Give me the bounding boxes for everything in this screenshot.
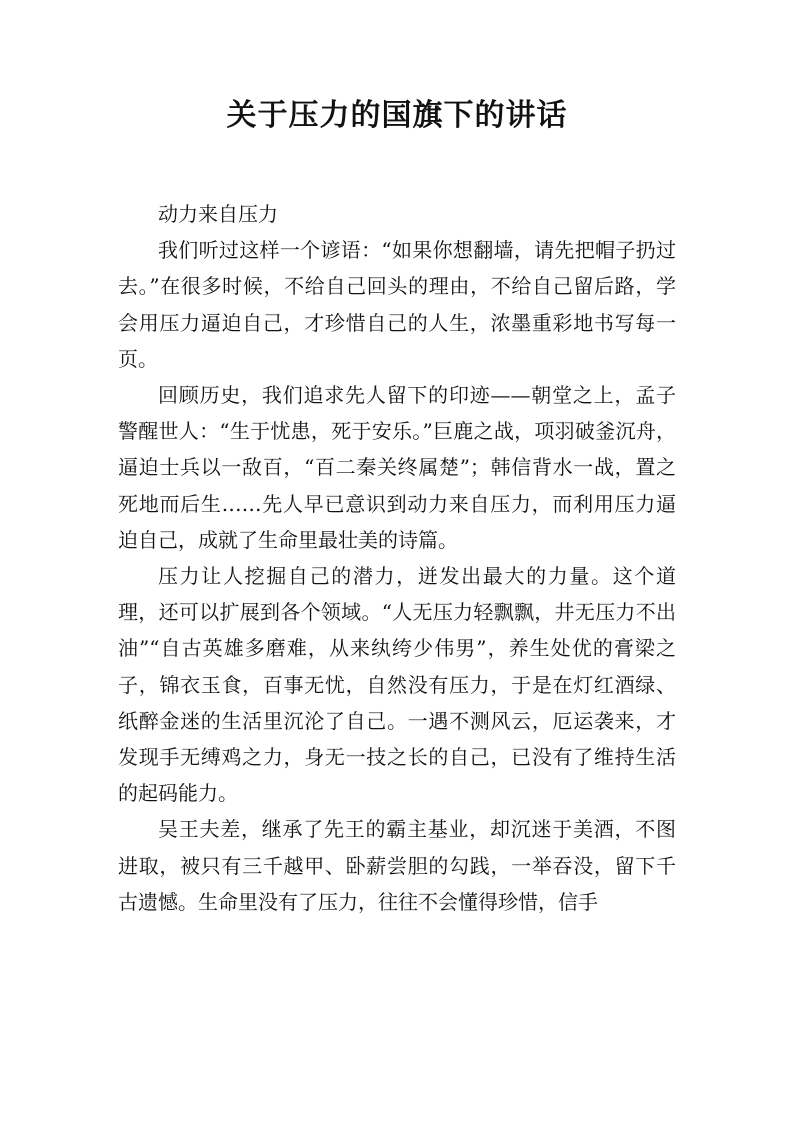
document-body bbox=[118, 196, 676, 920]
paragraph: 回顾历史，我们追求先人留下的印迹——朝堂之上，孟子警醒世人：“生于忧患，死于安乐。”巨鹿之战，项羽破釜沉舟，逼迫士兵以一敌百，“百二秦关终属楚”；韩信背水一战，置之死地而后生……先人早已意识到动力来自压力，而利用压力逼迫自己，成就了生命里最壮美的诗篇。 bbox=[118, 383, 676, 552]
paragraph: 压力让人挖掘自己的潜力，迸发出最大的力量。这个道理，还可以扩展到各个领域。“人无压力轻飘飘，井无压力不出油”“自古英雄多磨难，从来纨绔少伟男”，养生处优的膏梁之子，锦衣玉食，百事无忧，自然没有压力，于是在灯红酒绿、纸醉金迷的生活里沉沦了自己。一遇不测风云，厄运袭来，才发现手无缚鸡之力，身无一技之长的自己，已没有了维持生活的起码能力。 bbox=[118, 564, 676, 806]
paragraph: 我们听过这样一个谚语：“如果你想翻墙，请先把帽子扔过去。”在很多时候，不给自己回头的理由，不给自己留后路，学会用压力逼迫自己，才珍惜自己的人生，浓墨重彩地书写每一页。 bbox=[118, 238, 676, 371]
paragraph: 吴王夫差，继承了先王的霸主基业，却沉迷于美酒，不图进取，被只有三千越甲、卧薪尝胆的勾践，一举吞没，留下千古遗憾。生命里没有了压力，往往不会懂得珍惜，信手 bbox=[118, 817, 676, 914]
document-title: 关于压力的国旗下的讲话 bbox=[226, 98, 568, 133]
paragraph-subtitle: 动力来自压力 bbox=[158, 202, 278, 226]
